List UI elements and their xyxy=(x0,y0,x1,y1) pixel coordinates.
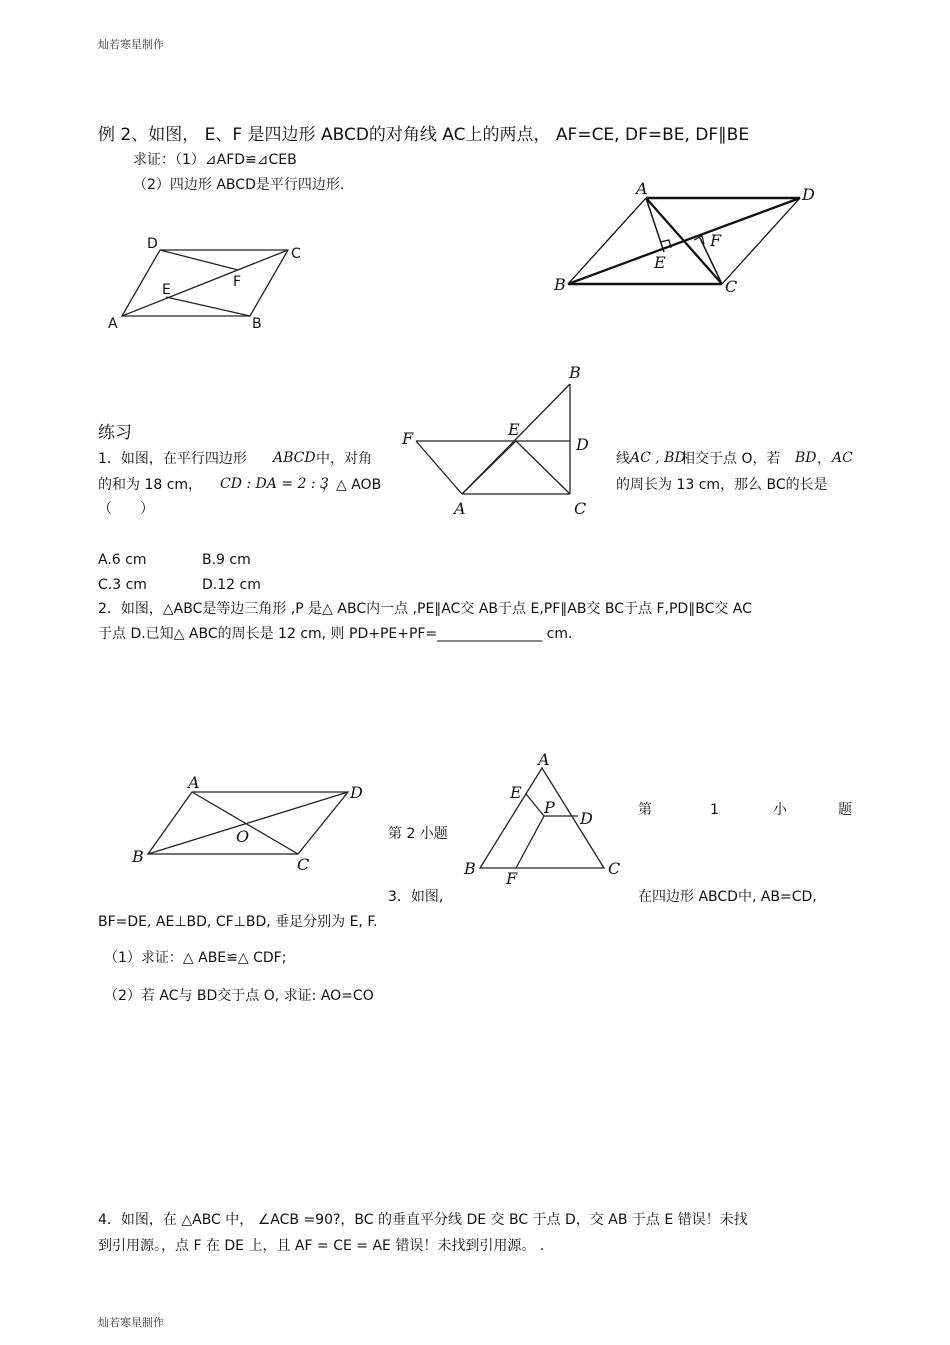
label-c: C xyxy=(574,499,587,518)
label-c: C xyxy=(725,277,738,296)
q1-caption-3: 小 xyxy=(773,802,787,818)
q1-option-d: D.12 cm xyxy=(202,577,261,593)
label-d: D xyxy=(580,809,593,828)
q2-caption: 第 2 小题 xyxy=(388,826,448,842)
practice-title: 练习 xyxy=(98,423,132,443)
q1-abcd: ABCD xyxy=(273,450,316,466)
q1-ac: AC xyxy=(832,450,853,466)
label-a: A xyxy=(538,750,550,769)
label-b: B xyxy=(464,859,476,878)
label-e: E xyxy=(654,253,666,272)
page-header: 灿若寒星制作 xyxy=(98,38,164,51)
figure-parallelogram-perpendicular xyxy=(550,178,825,296)
label-f: F xyxy=(402,429,414,448)
figure-parallelogram-diagonals xyxy=(128,774,378,874)
q4-line2: 到引用源。，点 F 在 DE 上，且 AF = CE = AE 错误！未找到引用源。 . xyxy=(98,1238,545,1254)
label-e: E xyxy=(162,282,171,298)
figure-equilateral-triangle-p xyxy=(458,752,628,886)
q1-line1-mid: 中，对角 xyxy=(316,451,372,467)
q1-line1-right-b: 相交于点 O，若 xyxy=(681,451,781,467)
label-a: A xyxy=(454,499,466,518)
q1-caption-2: 1 xyxy=(710,802,719,818)
label-f: F xyxy=(506,869,518,888)
label-a: A xyxy=(108,316,118,332)
label-o: O xyxy=(236,827,250,846)
label-b: B xyxy=(569,363,581,382)
label-f: F xyxy=(233,274,242,290)
q1-line1-right-a: 线 xyxy=(616,451,630,467)
q1-ratio: CD : DA = 2 : 3 xyxy=(220,476,329,492)
q1-paren: （ ） xyxy=(98,501,154,517)
q3-line2: BF=DE, AE⊥BD, CF⊥BD, 垂足分别为 E, F. xyxy=(98,914,378,930)
example2-part2: （2）四边形 ABCD是平行四边形. xyxy=(133,177,345,193)
label-b: B xyxy=(252,316,262,332)
label-b: B xyxy=(132,847,144,866)
q1-caption-1: 第 xyxy=(638,802,652,818)
figure-right-triangle-rhombus xyxy=(398,360,608,524)
q1-line2-right: 的周长为 13 cm，那么 BC的长是 xyxy=(616,477,828,493)
label-c: C xyxy=(291,246,301,262)
label-d: D xyxy=(802,185,815,204)
label-a: A xyxy=(636,179,648,198)
label-c: C xyxy=(608,859,621,878)
figure-parallelogram-ef xyxy=(100,230,320,340)
q1-ac-bd: AC , BD xyxy=(630,450,686,466)
q1-comma: ， xyxy=(817,451,831,467)
label-p: P xyxy=(544,798,555,817)
label-e: E xyxy=(508,420,520,439)
q3-part1: （1）求证：△ ABE≌△ CDF; xyxy=(104,950,287,966)
q1-line1-left: 1．如图，在平行四边形 xyxy=(98,451,247,467)
label-e: E xyxy=(510,783,522,802)
q3-line1-right: 在四边形 ABCD中, AB=CD, xyxy=(638,889,817,905)
page-footer: 灿若寒星制作 xyxy=(98,1316,164,1329)
example2-title: 例 2、如图， E、F 是四边形 ABCD的对角线 AC上的两点， AF=CE, DF=BE, DF∥BE xyxy=(98,125,750,145)
label-b: B xyxy=(554,275,566,294)
q1-option-c: C.3 cm xyxy=(98,577,147,593)
q3-part2: （2）若 AC与 BD交于点 O, 求证: AO=CO xyxy=(104,988,374,1004)
label-f: F xyxy=(710,231,722,250)
q4-line1: 4．如图，在 △ABC 中， ∠ACB =90?，BC 的垂直平分线 DE 交 BC 于点 D，交 AB 于点 E 错误！未找 xyxy=(98,1212,748,1228)
label-c: C xyxy=(297,855,310,874)
label-a: A xyxy=(188,773,200,792)
example2-proof: 求证：（1）⊿AFD≌⊿CEB xyxy=(133,152,297,168)
label-d: D xyxy=(350,783,363,802)
q1-option-b: B.9 cm xyxy=(202,552,251,568)
q1-caption-4: 题 xyxy=(838,802,852,818)
q2-line1: 2．如图，△ABC是等边三角形 ,P 是△ ABC内一点 ,PE∥AC交 AB于点 E,PF∥AB交 BC于点 F,PD∥BC交 AC xyxy=(98,601,752,617)
label-d: D xyxy=(576,435,589,454)
q2-line2: 于点 D.已知△ ABC的周长是 12 cm, 则 PD+PE+PF=_______________ cm. xyxy=(98,626,573,642)
q3-lead: 3．如图, xyxy=(388,889,444,905)
q1-line2-left: 的和为 18 cm， xyxy=(98,477,203,493)
q1-line2-mid: ，△ AOB xyxy=(322,477,382,493)
label-d: D xyxy=(147,236,158,252)
q1-option-a: A.6 cm xyxy=(98,552,147,568)
q1-bd: BD xyxy=(795,450,817,466)
